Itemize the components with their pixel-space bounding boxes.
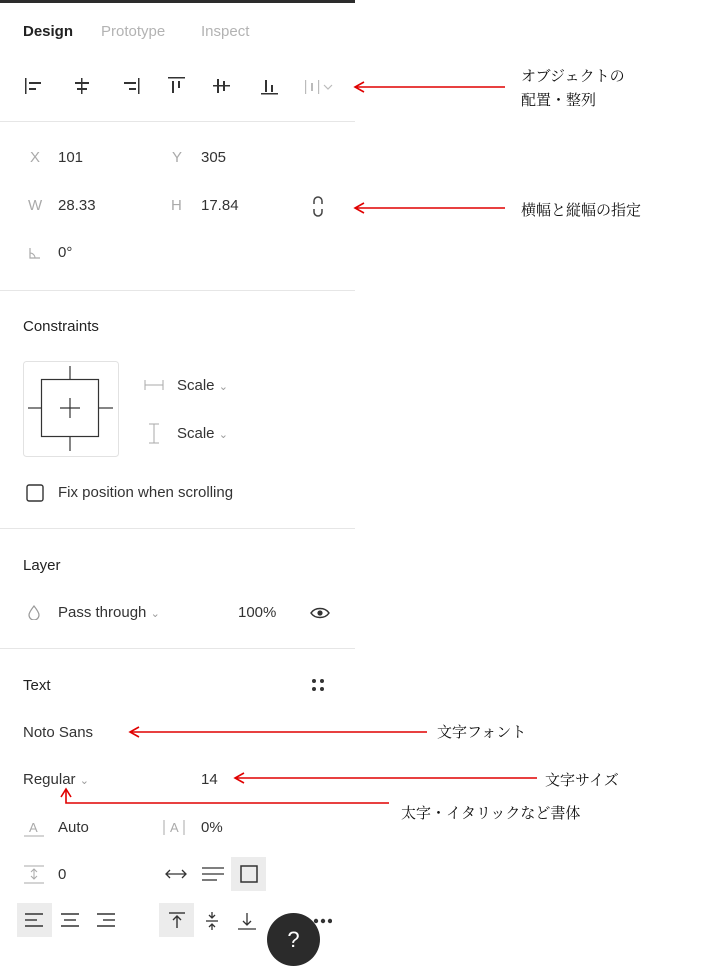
constraints-title: Constraints	[23, 318, 99, 335]
layer-title: Layer	[23, 557, 61, 574]
x-label: X	[30, 149, 41, 166]
text-title: Text	[23, 677, 51, 694]
h-input[interactable]: 17.84	[201, 197, 239, 214]
font-size-input[interactable]: 14	[201, 771, 218, 788]
w-label: W	[28, 197, 43, 214]
chevron-down-icon: ⌄	[79, 775, 89, 787]
h-label: H	[171, 197, 182, 214]
horizontal-constraint-value: Scale	[177, 377, 215, 394]
y-input[interactable]: 305	[201, 149, 227, 166]
tab-prototype[interactable]: Prototype	[101, 23, 166, 40]
svg-text:A: A	[29, 820, 38, 835]
rotation-input[interactable]: 0°	[58, 244, 73, 261]
annotation-align-line1: オブジェクトの	[521, 67, 625, 85]
vertical-constraint-value: Scale	[177, 425, 215, 442]
chevron-down-icon: ⌄	[218, 381, 228, 393]
x-input[interactable]: 101	[58, 149, 84, 166]
font-family-dropdown[interactable]: Noto Sans	[23, 724, 94, 741]
annotation-font-size: 文字サイズ	[545, 771, 619, 789]
w-input[interactable]: 28.33	[58, 197, 96, 214]
paragraph-spacing-input[interactable]: 0	[58, 866, 67, 883]
chevron-down-icon: ⌄	[150, 608, 160, 620]
svg-text:A: A	[170, 820, 179, 835]
annotation-font-style: 太字・イタリックなど書体	[401, 804, 581, 822]
chevron-down-icon: ⌄	[218, 429, 228, 441]
line-height-input[interactable]: Auto	[58, 819, 89, 836]
fix-position-label: Fix position when scrolling	[58, 484, 234, 501]
opacity-input[interactable]: 100%	[238, 604, 277, 621]
tab-design[interactable]: Design	[23, 23, 74, 40]
arrow-font-style	[66, 789, 389, 803]
font-weight-value: Regular	[23, 771, 76, 788]
annotation-font: 文字フォント	[437, 723, 527, 741]
blend-mode-value: Pass through	[58, 604, 147, 621]
tab-inspect[interactable]: Inspect	[201, 23, 250, 40]
annotation-size: 横幅と縦幅の指定	[521, 201, 642, 219]
help-button[interactable]: ?	[267, 913, 320, 966]
annotation-align-line2: 配置・整列	[521, 91, 597, 109]
letter-spacing-input[interactable]: 0%	[201, 819, 223, 836]
y-label: Y	[172, 149, 183, 166]
